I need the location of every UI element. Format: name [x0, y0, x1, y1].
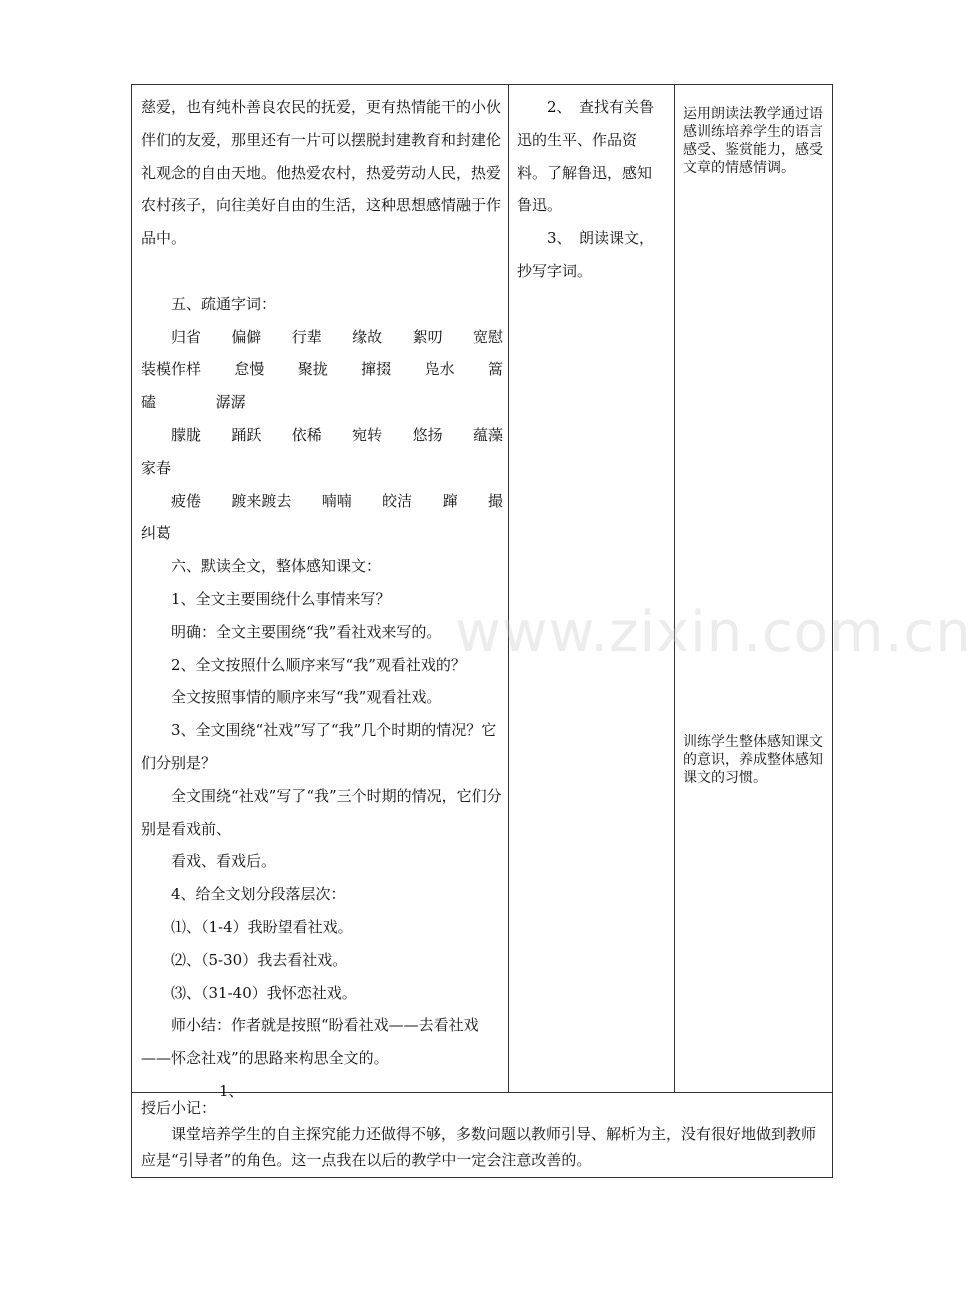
- vocab-word: 喃喃: [321, 491, 352, 510]
- vocab-word: 偏僻: [231, 327, 262, 346]
- vocab-word: 怠慢: [234, 360, 265, 379]
- column-divider-1: [508, 85, 509, 1092]
- vocab-word: 潺潺: [215, 393, 246, 412]
- activity-2: 2、 查找有关鲁迅的生平、作品资料。了解鲁迅，感知鲁迅。: [517, 98, 655, 215]
- vocab-word: 皎洁: [382, 491, 413, 510]
- part-3: ⑶、（31-40）我怀恋社戏。: [171, 983, 357, 1002]
- vocab-word: 宽慰: [472, 327, 503, 346]
- vocab-word: 缘故: [352, 327, 383, 346]
- column-divider-2: [674, 85, 675, 1092]
- vocab-word: 聚拢: [297, 360, 328, 379]
- answer-2: 全文按照事情的顺序来写“我”观看社戏。: [171, 688, 442, 707]
- question-2: 2、全文按照什么顺序来写“我”观看社戏的？: [171, 655, 466, 674]
- notes-text: 课堂培养学生的自主探究能力还做得不够，多数问题以教师引导、解析为主，没有很好地做到教师应是“引导者”的角色。这一点我在以后的教学中一定会注意改善的。: [141, 1125, 817, 1169]
- teacher-summary: 师小结：作者就是按照“盼看社戏——去看社戏——怀念社戏”的思路来构思全文的。: [141, 1016, 479, 1068]
- section-6-heading: 六、默读全文，整体感知课文：: [171, 557, 382, 576]
- vocab-word: 宛转: [352, 425, 383, 444]
- teaching-content-column: [141, 91, 503, 1108]
- trailing-item: 1、: [219, 1081, 244, 1100]
- vocab-row-4: [141, 485, 503, 518]
- student-activity-column: [517, 91, 665, 288]
- vocab-word: 依稀: [291, 425, 322, 444]
- section-5-heading: 五、疏通字词：: [171, 294, 277, 313]
- vocab-word: 絮叨: [412, 327, 443, 346]
- vocab-word: 归省: [171, 327, 202, 346]
- design-intent-note-2: 训练学生整体感知课文的意识，养成整体感知课文的习惯。: [683, 734, 823, 786]
- vocab-word: 装模作样: [141, 360, 202, 379]
- part-1: ⑴、（1-4）我盼望看社戏。: [171, 917, 353, 936]
- lesson-plan-table: [131, 84, 833, 1178]
- vocab-word: 蹿: [442, 491, 458, 510]
- vocab-word: 撮: [487, 491, 503, 510]
- vocab-word: 撺掇: [361, 360, 392, 379]
- answer-3: 全文围绕“社戏”写了“我”三个时期的情况，它们分别是看戏前、: [141, 786, 502, 838]
- vocab-word: 疲倦: [171, 491, 202, 510]
- vocab-word: 蕴藻: [472, 425, 503, 444]
- design-intent-note-1: 运用朗读法教学通过语感训练培养学生的语言感受、鉴赏能力，感受文章的情感情调。: [683, 106, 823, 176]
- vocab-word: 悠扬: [412, 425, 443, 444]
- intro-paragraph: 慈爱，也有纯朴善良农民的抚爱，更有热情能干的小伙伴们的友爱，那里还有一片可以摆脱封建教育和封建伦礼观念的自由天地。他热爱农村，热爱劳动人民，热爱农村孩子，向往美好自由的生活，这种思想感情融于作品中。: [141, 98, 502, 248]
- question-3: 3、全文围绕“社戏”写了“我”几个时期的情况？它们分别是？: [141, 721, 497, 772]
- vocab-row-3-cont: 家春: [141, 458, 172, 477]
- vocab-word: 朦胧: [171, 425, 202, 444]
- vocab-row-4-cont: 纠葛: [141, 524, 172, 543]
- vocab-row-2: [141, 353, 503, 386]
- answer-3-cont: 看戏、看戏后。: [171, 852, 277, 871]
- question-4: 4、给全文划分段落层次：: [171, 885, 346, 904]
- post-lesson-notes: [141, 1095, 821, 1173]
- vocab-word: 踱来踱去: [231, 491, 292, 510]
- vocab-word: 磕: [141, 393, 157, 412]
- vocab-word: 踊跃: [231, 425, 262, 444]
- answer-1: 明确：全文主要围绕“我”看社戏来写的。: [171, 622, 442, 641]
- vocab-row-3: [141, 419, 503, 452]
- activity-3: 3、 朗读课文，抄写字词。: [517, 229, 655, 280]
- question-1: 1、全文主要围绕什么事情来写？: [171, 589, 391, 608]
- vocab-word: 凫水: [424, 360, 455, 379]
- vocab-row-1: [141, 321, 503, 354]
- vocab-word: 篙: [487, 360, 503, 379]
- part-2: ⑵、（5-30）我去看社戏。: [171, 950, 348, 969]
- vocab-word: 行辈: [291, 327, 322, 346]
- notes-label: 授后小记：: [141, 1099, 217, 1117]
- vocab-row-2-cont: [141, 386, 503, 419]
- watermark: www.zixin.com.cn: [455, 600, 972, 665]
